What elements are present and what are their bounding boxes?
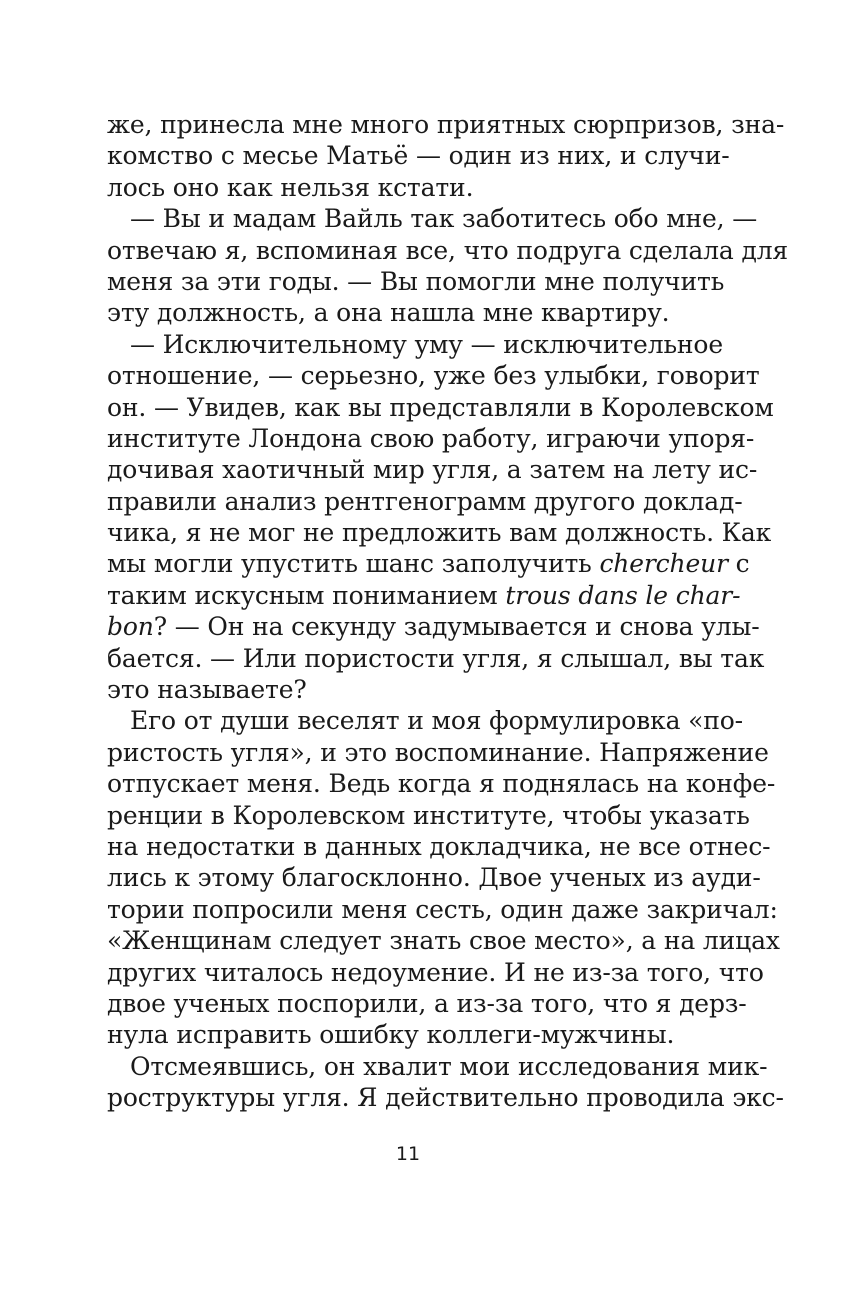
text-line [107,548,750,579]
text-line: институте Лондона свою работу, играючи упоря- [107,423,755,453]
text-line: на недостатки в данных докладчика, не все отнес- [107,831,771,861]
text-line: чика, я не мог не предложить вам должность. Как [107,518,772,548]
text-line: лось оно как нельзя кстати. [107,172,474,202]
text-line: лись к этому благосклонно. Двое ученых из ауди- [107,863,761,893]
page-number: 11 [395,1143,421,1165]
italic-term: trous dans le char- [505,580,741,610]
text-line: он. — Увидев, как вы представляли в Королевском [107,392,774,422]
text-line: Его от души веселят и моя формулировка «по- [130,706,743,736]
text-line: роструктуры угля. Я действительно проводила экс- [107,1083,784,1113]
text-line: «Женщинам следует знать свое место», а на лицах [107,926,780,956]
text-line: комство с месье Матьё — один из них, и случи- [107,141,730,171]
text-line [107,611,760,642]
body-text [107,109,789,1114]
text-line: меня за эти годы. — Вы помогли мне получить [107,266,725,296]
text-line: других читалось недоумение. И не из-за того, что [107,957,764,987]
text-line: нула исправить ошибку коллеги-мужчины. [107,1020,675,1050]
text-line: двое ученых поспорили, а из-за того, что я дерз- [107,988,747,1018]
text-line: же, принесла мне много приятных сюрпризов, зна- [107,110,785,139]
text-line: эту должность, а она нашла мне квартиру. [107,298,670,328]
text-line: Отсмеявшись, он хвалит мои исследования мик- [130,1051,768,1081]
text-line: дочивая хаотичный мир угля, а затем на лету ис- [107,455,758,485]
text-line [107,580,741,611]
text-line: отпускает меня. Ведь когда я поднялась на конфе- [107,769,776,799]
text-line: бается. — Или пористости угля, я слышал, вы так [107,643,765,673]
text-line: ренции в Королевском институте, чтобы указать [107,800,750,830]
text-line: — Исключительному уму — исключительное [130,329,723,359]
text-segment: ? — Он на секунду задумывается и снова улы- [153,612,760,642]
text-segment: таким искусным пониманием [107,580,506,610]
text-segment: с [727,549,750,579]
text-line: тории попросили меня сесть, один даже закричал: [107,894,778,924]
text-line: правили анализ рентгенограмм другого доклад- [107,486,743,516]
text-line: отвечаю я, вспоминая все, что подруга сделала для [107,235,789,265]
text-line: отношение, — серьезно, уже без улыбки, говорит [107,361,760,391]
italic-term: bon [107,612,154,642]
italic-term: chercheur [599,549,728,579]
text-line: — Вы и мадам Вайль так заботитесь обо мне, — [130,204,758,234]
text-line: ристость угля», и это воспоминание. Напряжение [107,737,769,767]
text-line: это называете? [107,675,307,705]
text-segment: мы могли упустить шанс заполучить [107,549,600,579]
